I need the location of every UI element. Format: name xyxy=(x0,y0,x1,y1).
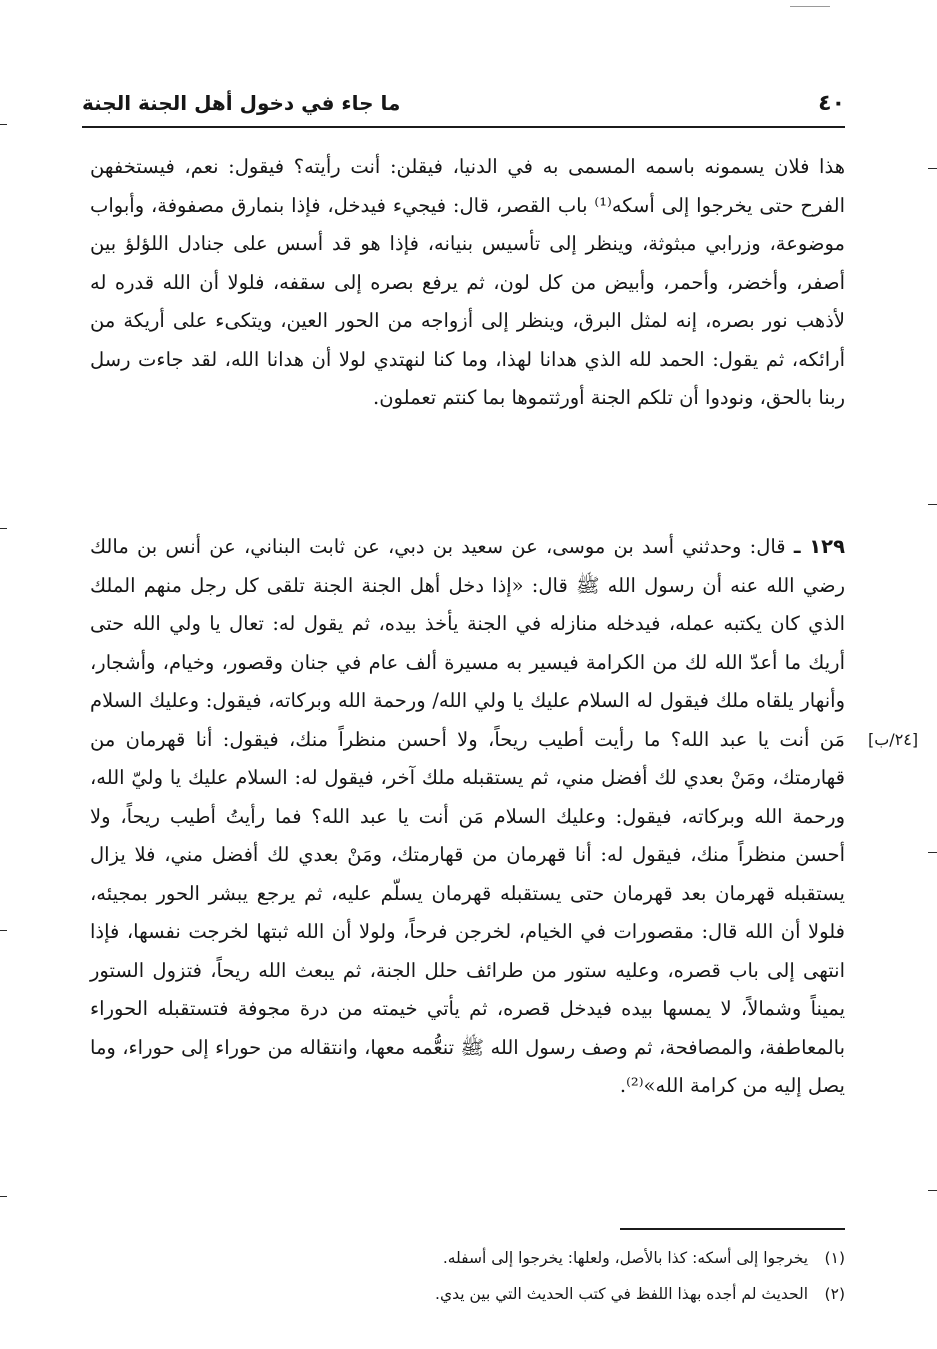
footnote-separator xyxy=(620,1228,845,1230)
page-header xyxy=(82,88,845,128)
scan-edge-mark xyxy=(790,6,830,7)
paragraph-1: هذا فلان يسمونه باسمه المسمى به في الدنيا، فيقلن: أنت رأيته؟ فيقول: نعم، فيستخفهن الفرح حتى يخرجوا إلى أسكه⁽¹⁾ باب القصر، قال: فيجيء فيدخل، فإذا بنمارق مصفوفة، وأبواب موضوعة، وزرابي مبثوثة، وينظر إلى تأسيس بنيانه، فإذا هو قد أسس على جنادل اللؤلؤ بين أصفر، وأخضر، وأحمر، وأبيض من كل لون، ثم يرفع بصره إلى سقفه، فلولا أن الله قدره له لأذهب نور بصره، إنه لمثل البرق، وينظر إلى أزواجه من الحور العين، ويتكىء على أريكة من أرائكه، ثم يقول: الحمد لله الذي هدانا لهذا، وما كنا لنهتدي لولا أن هدانا الله، لقد جاءت رسل ربنا بالحق، ونودوا أن تلكم الجنة أورثتموها بما كنتم تعملون. xyxy=(90,155,845,409)
hadith-number: ١٢٩ ـ xyxy=(793,535,845,558)
paragraph-129 xyxy=(90,528,845,1106)
scan-edge-mark xyxy=(928,1190,937,1191)
scan-edge-mark xyxy=(928,504,937,505)
scan-edge-mark xyxy=(0,528,7,529)
footnote-number: (١) xyxy=(824,1249,845,1267)
footnotes xyxy=(200,1240,845,1312)
hadith-text: قال: وحدثني أسد بن موسى، عن سعيد بن دبي، عن ثابت البناني، عن أنس بن مالك رضي الله عنه أن رسول الله ﷺ قال: «إذا دخل أهل الجنة الجنة تلقى كل رجل منهم الملك الذي كان يكتبه عمله، فيدخله منازله في الجنة يأخذ بيده، ثم يقول له: تعال يا ولي الله حتى أريك ما أعدّ الله لك من الكرامة فيسير به مسيرة ألف عام في جنان وقصور، وخيام، وأشجار، وأنهار يلقاه ملك فيقول له السلام عليك يا ولي الله/ ورحمة الله وبركاته، فيقول: وعليك السلام مَن أنت يا عبد الله؟ ما رأيت أطيب ريحاً، ولا أحسن منظراً منك، فيقول: أنا قهرمان من قهارمتك، ومَنْ بعدي لك أفضل مني، ثم يستقبله ملك آخر، فيقول له: السلام عليك يا وليّ الله، ورحمة الله وبركاته، فيقول: وعليك السلام مَن أنت يا عبد الله؟ فما رأيتُ أطيب ريحاً، ولا أحسن منظراً منك، فيقول له: أنا قهرمان من قهارمتك، ومَنْ بعدي لك أفضل مني، فلا يزال يستقبله قهرمان بعد قهرمان حتى يستقبله قهرمان يسلّم عليه، ثم يرجع يبشر الحور بمجيئه، فلولا أن الله قال: مقصورات في الخيام، لخرجن فرحاً، ولولا أن الله ثبتها لخرجت نفسها، فإذا انتهى إلى باب قصره، وعليه ستور من طرائف حلل الجنة، ثم يبعث الله ريحاً، فتزول الستور يميناً وشمالاً، لا يمسها بيده فيدخل قصره، ثم يأتي خيمته من درة مجوفة فتستقبله الحوراء بالمعاطفة، والمصافحة، ثم وصف رسول الله ﷺ تنعُّمه معها، وانتقاله من حوراء إلى حوراء، وما يصل إليه من كرامة الله»⁽²⁾. xyxy=(90,535,845,1097)
scan-edge-mark xyxy=(0,1196,7,1197)
scan-edge-mark xyxy=(928,168,937,169)
footnote-1 xyxy=(200,1240,845,1276)
scan-edge-mark xyxy=(928,852,937,853)
scan-edge-mark xyxy=(0,930,7,931)
page-number: ٤٠ xyxy=(818,91,845,116)
footnote-text: الحديث لم أجده بهذا اللفظ في كتب الحديث التي بين يدي. xyxy=(435,1285,809,1303)
footnote-text: يخرجوا إلى أسكه: كذا بالأصل، ولعلها: يخرجوا إلى أسفله. xyxy=(442,1249,809,1267)
running-title: ما جاء في دخول أهل الجنة الجنة xyxy=(82,91,401,115)
footnote-2 xyxy=(200,1276,845,1312)
scan-edge-mark xyxy=(0,124,7,125)
manuscript-folio-reference: [٢٤/ب] xyxy=(868,730,919,749)
footnote-number: (٢) xyxy=(824,1285,845,1303)
